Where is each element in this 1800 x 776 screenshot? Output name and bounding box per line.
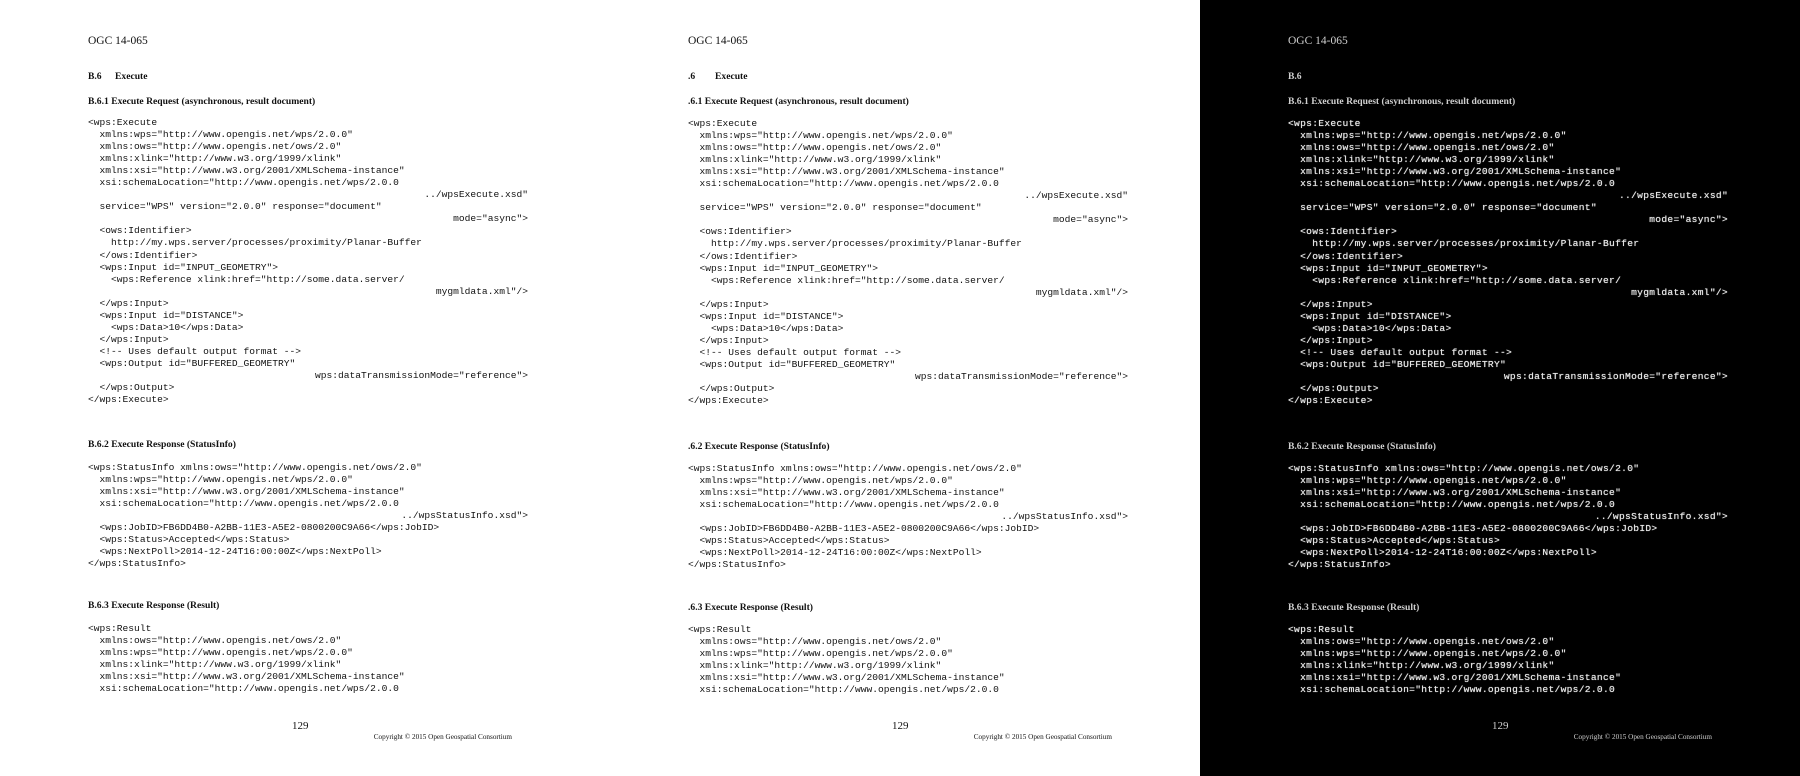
code-line: <wps:Reference xlink:href="http://some.data.server/ xyxy=(1288,274,1622,286)
code-line: </wps:Execute> xyxy=(88,394,169,406)
code-line: wps:dataTransmissionMode="reference"> xyxy=(314,369,528,381)
code-line: </wps:Output> xyxy=(688,383,775,395)
code-block-status-info xyxy=(88,462,528,570)
code-line: xsi:schemaLocation="http://www.opengis.net/wps/2.0.0 xyxy=(88,177,399,189)
code-line: xmlns:ows="http://www.opengis.net/ows/2.0" xyxy=(88,141,342,153)
code-line: <wps:Output id="BUFFERED_GEOMETRY" xyxy=(88,357,296,369)
code-line: xsi:schemaLocation="http://www.opengis.net/wps/2.0.0 xyxy=(1288,178,1616,190)
code-line: </wps:StatusInfo> xyxy=(688,559,786,571)
code-line: <wps:Input id="INPUT_GEOMETRY"> xyxy=(688,262,878,274)
code-line: <wps:Input id="DISTANCE"> xyxy=(88,309,244,321)
code-line: xmlns:xsi="http://www.w3.org/2001/XMLSchema-instance" xyxy=(88,165,405,177)
code-line: xmlns:ows="http://www.opengis.net/ows/2.0" xyxy=(1288,636,1555,648)
code-line: mode="async"> xyxy=(1053,214,1128,226)
document-page-inverted xyxy=(1200,0,1800,776)
code-line: <wps:StatusInfo xmlns:ows="http://www.opengis.net/ows/2.0" xyxy=(88,462,422,473)
section-heading-b6: B.6 Execute xyxy=(88,71,148,82)
code-line: service="WPS" version="2.0.0" response="document" xyxy=(1288,202,1597,214)
code-line: </wps:Input> xyxy=(1288,298,1373,310)
code-line: xmlns:wps="http://www.opengis.net/wps/2.0.0" xyxy=(688,475,953,487)
code-line: mygmldata.xml"/> xyxy=(435,285,528,297)
code-block-result xyxy=(88,623,528,695)
code-block-result xyxy=(688,624,1128,696)
page-header: OGC 14-065 xyxy=(688,35,748,47)
code-line: http://my.wps.server/processes/proximity/Planar-Buffer xyxy=(88,237,422,249)
code-line: xmlns:xsi="http://www.w3.org/2001/XMLSchema-instance" xyxy=(1288,487,1622,499)
code-line: xmlns:xlink="http://www.w3.org/1999/xlink" xyxy=(88,153,342,165)
code-line: xmlns:ows="http://www.opengis.net/ows/2.0" xyxy=(88,635,342,647)
code-line: <!-- Uses default output format --> xyxy=(88,345,302,357)
code-line: xmlns:xsi="http://www.w3.org/2001/XMLSchema-instance" xyxy=(88,671,405,683)
page-number: 129 xyxy=(892,720,909,732)
code-line: <ows:Identifier> xyxy=(688,226,792,238)
section-heading-b61: B.6.1 Execute Request (asynchronous, result document) xyxy=(1288,96,1516,107)
code-line: http://my.wps.server/processes/proximity/Planar-Buffer xyxy=(1288,238,1640,250)
code-line: xmlns:xlink="http://www.w3.org/1999/xlink" xyxy=(1288,154,1555,166)
copyright-footer: Copyright © 2015 Open Geospatial Consortium xyxy=(1573,733,1712,741)
section-heading-b62: B.6.2 Execute Response (StatusInfo) xyxy=(88,439,236,450)
code-line: xmlns:wps="http://www.opengis.net/wps/2.0.0" xyxy=(88,129,353,141)
code-block-status-info xyxy=(1288,463,1728,571)
document-page-cropped xyxy=(600,0,1200,776)
code-line: <wps:Output id="BUFFERED_GEOMETRY" xyxy=(1288,358,1507,370)
section-heading-b61: B.6.1 Execute Request (asynchronous, result document) xyxy=(88,96,316,107)
code-line: </wps:StatusInfo> xyxy=(1288,559,1391,571)
code-line: http://my.wps.server/processes/proximity/Planar-Buffer xyxy=(688,238,1022,250)
code-line: <wps:Reference xlink:href="http://some.data.server/ xyxy=(688,274,1005,286)
code-line: xmlns:wps="http://www.opengis.net/wps/2.0.0" xyxy=(88,474,353,486)
code-line: <wps:Output id="BUFFERED_GEOMETRY" xyxy=(688,358,896,370)
page-header: OGC 14-065 xyxy=(1288,35,1348,47)
code-line: <wps:StatusInfo xmlns:ows="http://www.opengis.net/ows/2.0" xyxy=(688,463,1022,474)
copyright-footer: Copyright © 2015 Open Geospatial Consortium xyxy=(373,733,512,741)
code-line: xsi:schemaLocation="http://www.opengis.net/wps/2.0.0 xyxy=(1288,684,1616,696)
code-line: </wps:Execute> xyxy=(688,395,769,407)
code-line: xmlns:wps="http://www.opengis.net/wps/2.0.0" xyxy=(1288,648,1567,660)
code-line: <ows:Identifier> xyxy=(88,225,192,237)
code-line: </wps:Input> xyxy=(88,333,169,345)
code-line: </wps:StatusInfo> xyxy=(88,558,186,570)
code-line: xmlns:xsi="http://www.w3.org/2001/XMLSchema-instance" xyxy=(688,166,1005,178)
code-line: ../wpsStatusInfo.xsd"> xyxy=(1001,511,1128,523)
section-heading-b62: B.6.2 Execute Response (StatusInfo) xyxy=(1288,441,1436,452)
section-heading-b63: .6.3 Execute Response (Result) xyxy=(688,602,813,613)
code-line: xmlns:xsi="http://www.w3.org/2001/XMLSchema-instance" xyxy=(688,672,1005,684)
code-line: xmlns:wps="http://www.opengis.net/wps/2.0.0" xyxy=(1288,475,1567,487)
code-line: <wps:Result xyxy=(88,623,152,634)
code-line: <!-- Uses default output format --> xyxy=(1288,346,1513,358)
code-block-execute-request xyxy=(88,117,528,406)
code-line: ../wpsExecute.xsd" xyxy=(1618,190,1728,202)
code-line: <wps:Reference xlink:href="http://some.data.server/ xyxy=(88,273,405,285)
code-line: xsi:schemaLocation="http://www.opengis.net/wps/2.0.0 xyxy=(688,178,999,190)
code-line: xsi:schemaLocation="http://www.opengis.net/wps/2.0.0 xyxy=(688,684,999,696)
code-line: service="WPS" version="2.0.0" response="document" xyxy=(688,202,982,214)
code-line: <wps:Result xyxy=(1288,624,1355,635)
code-line: <wps:Status>Accepted</wps:Status> xyxy=(1288,535,1501,547)
code-line: <wps:Execute xyxy=(88,117,158,128)
code-line: service="WPS" version="2.0.0" response="document" xyxy=(88,201,382,213)
code-block-status-info xyxy=(688,463,1128,571)
code-line: xmlns:xsi="http://www.w3.org/2001/XMLSchema-instance" xyxy=(88,486,405,498)
code-line: mygmldata.xml"/> xyxy=(1631,286,1728,298)
code-line: </wps:Input> xyxy=(88,297,169,309)
code-line: xmlns:xsi="http://www.w3.org/2001/XMLSchema-instance" xyxy=(1288,166,1622,178)
code-line: </wps:Execute> xyxy=(1288,395,1373,407)
copyright-footer: Copyright © 2015 Open Geospatial Consortium xyxy=(973,733,1112,741)
code-line: xmlns:xlink="http://www.w3.org/1999/xlink" xyxy=(688,154,942,166)
code-line: xmlns:ows="http://www.opengis.net/ows/2.0" xyxy=(688,142,942,154)
code-line: </ows:Identifier> xyxy=(688,250,798,262)
code-line: </wps:Output> xyxy=(88,382,175,394)
code-line: ../wpsExecute.xsd" xyxy=(424,189,528,201)
code-line: xsi:schemaLocation="http://www.opengis.net/wps/2.0.0 xyxy=(88,498,399,510)
code-line: xsi:schemaLocation="http://www.opengis.net/wps/2.0.0 xyxy=(688,499,999,511)
code-block-execute-request xyxy=(688,118,1128,407)
code-line: </wps:Input> xyxy=(688,334,769,346)
code-block-execute-request xyxy=(1288,118,1728,407)
code-line: ../wpsStatusInfo.xsd"> xyxy=(401,510,528,522)
code-line: ../wpsStatusInfo.xsd"> xyxy=(1594,511,1728,523)
code-line: mode="async"> xyxy=(453,213,528,225)
code-line: </wps:Input> xyxy=(688,298,769,310)
document-page-original xyxy=(0,0,600,776)
code-line: <wps:Input id="DISTANCE"> xyxy=(688,310,844,322)
code-line: ../wpsExecute.xsd" xyxy=(1024,190,1128,202)
code-line: xmlns:xlink="http://www.w3.org/1999/xlink" xyxy=(88,659,342,671)
code-line: xsi:schemaLocation="http://www.opengis.net/wps/2.0.0 xyxy=(1288,499,1616,511)
code-line: xmlns:ows="http://www.opengis.net/ows/2.0" xyxy=(688,636,942,648)
code-line: <wps:NextPoll>2014-12-24T16:00:00Z</wps:NextPoll> xyxy=(1288,547,1597,559)
code-line: <wps:Data>10</wps:Data> xyxy=(1288,322,1452,334)
code-line: mode="async"> xyxy=(1649,214,1728,226)
code-line: </ows:Identifier> xyxy=(1288,250,1404,262)
code-block-result xyxy=(1288,624,1728,696)
section-heading-b6: B.6 xyxy=(1288,71,1302,82)
code-line: <wps:Status>Accepted</wps:Status> xyxy=(88,534,290,546)
code-line: <wps:Execute xyxy=(1288,118,1361,129)
page-number: 129 xyxy=(1492,720,1509,732)
code-line: <wps:Status>Accepted</wps:Status> xyxy=(688,535,890,547)
code-line: xmlns:wps="http://www.opengis.net/wps/2.0.0" xyxy=(688,648,953,660)
code-line: <wps:JobID>FB6DD4B0-A2BB-11E3-A5E2-0800200C9A66</wps:JobID> xyxy=(688,523,1040,535)
code-line: xmlns:wps="http://www.opengis.net/wps/2.0.0" xyxy=(1288,130,1567,142)
section-heading-b63: B.6.3 Execute Response (Result) xyxy=(88,600,220,611)
code-line: xmlns:wps="http://www.opengis.net/wps/2.0.0" xyxy=(688,130,953,142)
code-line: <wps:Execute xyxy=(688,118,758,129)
section-heading-b62: .6.2 Execute Response (StatusInfo) xyxy=(688,441,830,452)
code-line: <wps:Data>10</wps:Data> xyxy=(88,321,244,333)
section-heading-b63: B.6.3 Execute Response (Result) xyxy=(1288,602,1420,613)
code-line: <ows:Identifier> xyxy=(1288,226,1398,238)
code-line: <wps:NextPoll>2014-12-24T16:00:00Z</wps:NextPoll> xyxy=(688,547,982,559)
code-line: <wps:StatusInfo xmlns:ows="http://www.opengis.net/ows/2.0" xyxy=(1288,463,1640,474)
code-line: wps:dataTransmissionMode="reference"> xyxy=(914,370,1128,382)
code-line: <wps:Input id="INPUT_GEOMETRY"> xyxy=(1288,262,1488,274)
code-line: <!-- Uses default output format --> xyxy=(688,346,902,358)
code-line: <wps:Data>10</wps:Data> xyxy=(688,322,844,334)
code-line: xsi:schemaLocation="http://www.opengis.net/wps/2.0.0 xyxy=(88,683,399,695)
code-line: xmlns:wps="http://www.opengis.net/wps/2.0.0" xyxy=(88,647,353,659)
code-line: xmlns:xsi="http://www.w3.org/2001/XMLSchema-instance" xyxy=(688,487,1005,499)
code-line: <wps:Input id="INPUT_GEOMETRY"> xyxy=(88,261,278,273)
code-line: wps:dataTransmissionMode="reference"> xyxy=(1503,370,1728,382)
page-number: 129 xyxy=(292,720,309,732)
code-line: <wps:JobID>FB6DD4B0-A2BB-11E3-A5E2-0800200C9A66</wps:JobID> xyxy=(1288,523,1658,535)
code-line: mygmldata.xml"/> xyxy=(1035,286,1128,298)
page-header: OGC 14-065 xyxy=(88,35,148,47)
code-line: xmlns:ows="http://www.opengis.net/ows/2.0" xyxy=(1288,142,1555,154)
code-line: xmlns:xlink="http://www.w3.org/1999/xlink" xyxy=(1288,660,1555,672)
code-line: <wps:NextPoll>2014-12-24T16:00:00Z</wps:NextPoll> xyxy=(88,546,382,558)
code-line: </wps:Input> xyxy=(1288,334,1373,346)
code-line: </wps:Output> xyxy=(1288,383,1379,395)
code-line: <wps:Input id="DISTANCE"> xyxy=(1288,310,1452,322)
code-line: </ows:Identifier> xyxy=(88,249,198,261)
section-heading-b61: .6.1 Execute Request (asynchronous, result document) xyxy=(688,96,909,107)
section-heading-b6: .6 Execute xyxy=(688,71,748,82)
code-line: <wps:JobID>FB6DD4B0-A2BB-11E3-A5E2-0800200C9A66</wps:JobID> xyxy=(88,522,440,534)
code-line: xmlns:xsi="http://www.w3.org/2001/XMLSchema-instance" xyxy=(1288,672,1622,684)
code-line: <wps:Result xyxy=(688,624,752,635)
code-line: xmlns:xlink="http://www.w3.org/1999/xlink" xyxy=(688,660,942,672)
